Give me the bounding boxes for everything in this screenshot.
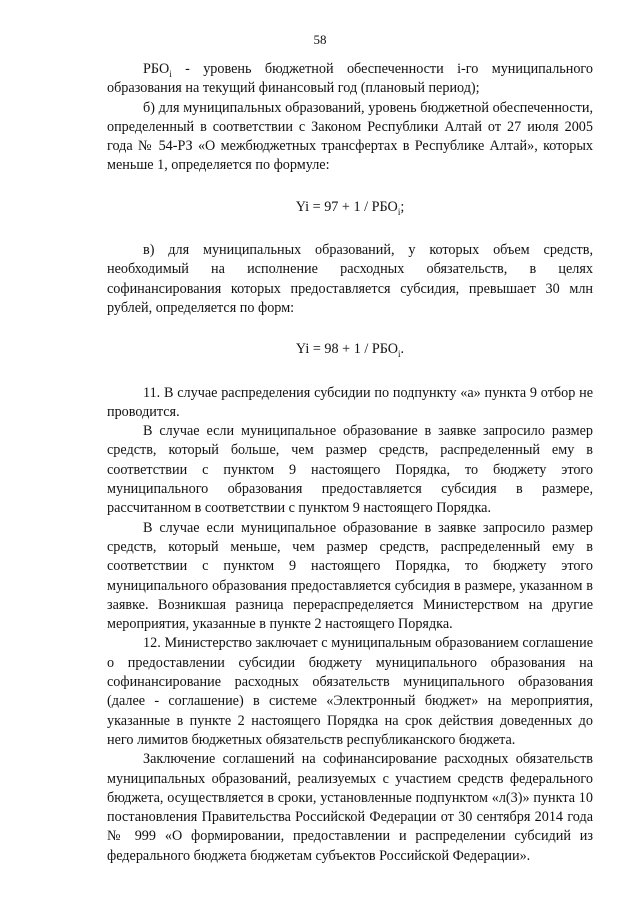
formula-98-subscript: i	[398, 349, 401, 360]
paragraph-12: 12. Министерство заключает с муниципальным образованием соглашение о предоставлении субсидии бюджету муниципального образования на софинансирование расходных обязательств муниципального образования (далее - соглашение) в системе «Электронный бюджет» на мероприятия, указанные в пункте 2 настоящего Порядка на срок действия доведенных до него лимитов бюджетных обязательств республиканского бюджета.	[107, 635, 593, 748]
formula-97-subscript: i	[397, 206, 401, 217]
rbo-term: РБО	[143, 61, 170, 77]
document-body	[107, 60, 593, 866]
formula-97-end: ;	[400, 198, 405, 215]
paragraph-v: в) для муниципальных образований, у которых объем средств, необходимый на исполнение расходных обязательств, в целях софинансирования которых предоставляется субсидия, превышает 30 млн рублей, определяется по форм:	[107, 242, 593, 316]
formula-97-text: Yi = 97 + 1 / РБО	[295, 198, 398, 215]
formula-98-end: .	[400, 341, 405, 358]
paragraph-11: 11. В случае распределения субсидии по подпункту «а» пункта 9 отбор не проводится.	[107, 384, 593, 420]
page-number: 58	[313, 32, 327, 47]
paragraph-agreement-terms: Заключение соглашений на софинансирование расходных обязательств муниципальных образований, реализуемых с участием средств федерального бюджета, осуществляется в сроки, установленные подпунктом «л(3)» пункта 10 постановления Правительства Российской Федерации от 30 сентября 2014 года № 999 «О формировании, предоставлении и распределении субсидий из федерального бюджета бюджетам субъектов Российской Федерации».	[107, 751, 593, 864]
formula-97	[107, 198, 593, 217]
paragraph-b: б) для муниципальных образований, уровень бюджетной обеспеченности, определенный в соответствии с Законом Республики Алтай от 27 июля 2005 года № 54-РЗ «О межбюджетных трансфертах в Республике Алтай», которых меньше 1, определяется по формуле:	[107, 99, 593, 174]
formula-98	[107, 340, 593, 359]
formula-98-text: Yi = 98 + 1 / РБО	[295, 341, 399, 358]
paragraph-larger-request: В случае если муниципальное образование в заявке запросило размер средств, который больше, чем размер средств, распределенный ему в соответствии с пунктом 9 настоящего Порядка, то бюджету этого муниципального образования предоставляется субсидия в размере, рассчитанном в соответствии с пунктом 9 настоящего Порядка.	[107, 423, 593, 517]
paragraph-rbo-definition	[107, 60, 593, 99]
rbo-definition-text: - уровень бюджетной обеспеченности i-го муниципального образования на текущий финансовый год (плановый период);	[107, 61, 593, 97]
paragraph-smaller-request: В случае если муниципальное образование в заявке запросило размер средств, который меньше, чем размер средств, распределенный ему в соответствии с пунктом 9 настоящего Порядка, то бюджету этого муниципального образования предоставляется субсидия в размере, указанном в заявке. Возникшая разница перераспределяется Министерством на другие мероприятия, указанные в пункте 2 настоящего Порядка.	[107, 519, 593, 633]
rbo-subscript: i	[169, 68, 172, 79]
